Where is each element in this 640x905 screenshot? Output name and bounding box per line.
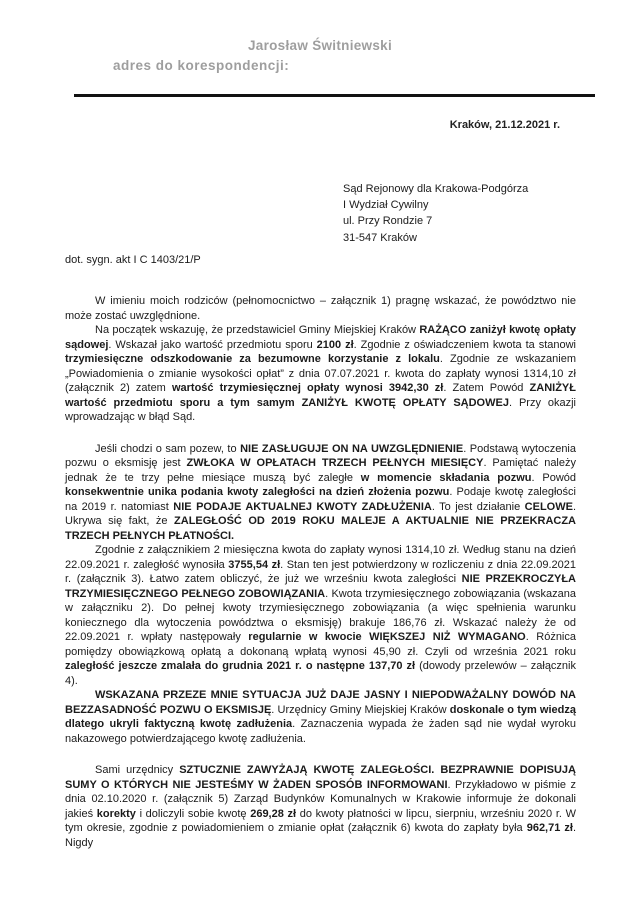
text-run: . Urzędnicy Gminy Miejskiej Kraków [271,703,450,716]
recipient-address-block [343,181,528,246]
text-run: . Zatem Powód [443,382,530,394]
text-run: Zgodnie z załącznikiem 2 miesięczna kwota do zapłaty wynosi 1314,10 zł. Według stanu na dzień 22.09.2021 r. zaległość wynosiła [65,544,576,571]
text-run: . To jest działanie [431,500,525,513]
emphasized-text: konsekwentnie unika podania kwoty zaległości na dzień złożenia pozwu [65,486,450,498]
text-run: Na początek wskazuję, że przedstawiciel Gminy Miejskiej Kraków [95,324,420,336]
letter-body [65,294,576,850]
emphasized-text: ZANIŻYŁ wartość przedmiotu sporu a tym samym ZANIŻYŁ KWOTĘ OPŁATY SĄDOWEJ [65,382,576,409]
text-run: . Nigdy [65,822,576,849]
emphasized-text: ZALEGŁOŚĆ OD 2019 ROKU MALEJE A AKTUALNIE NIE PRZEKRACZA TRZECH PEŁNYCH PŁATNOŚCI. [65,515,577,542]
text-run: . Podstawą wytoczenia pozwu o eksmisję jest [65,442,576,469]
text-run: . Przykładowo w piśmie z dnia 02.10.2020 r. (załącznik 5) Zarząd Budynków Komunalnych w Krakowie informuje że dokonali jakieś [65,778,576,820]
emphasized-text: NIE PODAJE AKTUALNEJ KWOTY ZADŁUŻENIA [173,500,432,513]
text-run: W imieniu moich rodziców (pełnomocnictwo – załącznik 1) pragnę wskazać, że powództwo nie może zostać uwzględnione. [65,295,576,322]
text-run: . Powód [531,471,577,484]
text-run: . Przy okazji wprowadzając w błąd Sąd. [65,396,576,423]
emphasized-text: korekty [96,807,136,820]
text-run: . Zaznaczenia wypada że żaden sąd nie wydał wyroku nakazowego potwierdzającego kwotę zadłużenia. [65,718,576,745]
emphasized-text: NIE ZASŁUGUJE ON NA UWZGLĘDNIENIE [240,442,464,455]
emphasized-text: RAŻĄCO zaniżył kwotę opłaty sądowej [65,324,576,351]
emphasized-text: 962,71 zł [526,822,573,834]
text-run: i doliczyli sobie kwotę [135,807,251,820]
recipient-line: I Wydział Cywilny [343,199,429,212]
text-run: Sami urzędnicy [95,764,180,776]
paragraph [65,442,576,544]
recipient-line: Sąd Rejonowy dla Krakowa-Podgórza [343,183,529,195]
sender-name: Jarosław Świtniewski [247,38,393,53]
text-run: do kwoty płatności w lipcu, sierpniu, wrześniu 2020 r. W tym okresie, zgodnie z powiadomieniem o zmianie opłat (załącznik 6) kwota do zapłaty była [65,807,576,834]
text-run: . Pamiętać należy jednak że te trzy pełne miesiące muszą być zaległe [65,457,576,484]
paragraph [65,763,576,850]
emphasized-text: regularnie w kwocie WIĘKSZEJ NIŻ WYMAGANO [248,631,526,643]
text-run: . Ukrywa się fakt, że [65,500,577,527]
text-run: Jeśli chodzi o sam pozew, to [95,442,241,455]
paragraph [65,323,576,425]
paragraph [65,294,576,323]
emphasized-text: NIE PRZEKROCZYŁA TRZYMIESIĘCZNEGO PEŁNEGO ZOBOWIĄZANIA [65,573,576,600]
emphasized-text: doskonale o tym wiedzą dlatego ukryli faktyczną kwotę zadłużenia [65,703,576,730]
emphasized-text: WSKAZANA PRZEZE MNIE SYTUACJA JUŻ DAJE JASNY I NIEPODWAŻALNY DOWÓD NA BEZZASADNOŚĆ POZWU O EKSMISJĘ [65,689,576,716]
emphasized-text: CELOWE [524,500,573,513]
text-run: . Zgodnie z oświadczeniem kwota ta stanowi [353,338,576,351]
emphasized-text: w momencie składania pozwu [360,471,532,484]
emphasized-text: ZWŁOKA W OPŁATACH TRZECH PEŁNYCH MIESIĘCY [186,457,484,469]
text-run: . Zgodnie ze wskazaniem „Powiadomienia o zmianie wysokości opłat” z dnia 07.07.2021 r. kwota do zapłaty wynosi 1314,10 zł (załącznik 2) zatem [65,353,576,394]
recipient-line: ul. Przy Rondzie 7 [343,215,433,228]
paragraph [65,543,576,688]
text-run: . Podaje kwotę zaległości na 2019 r. natomiast [65,486,576,513]
sender-address-label: adres do korespondencji: [113,58,290,73]
place-and-date: Kraków, 21.12.2021 r. [449,119,560,131]
recipient-line: 31-547 Kraków [343,231,417,244]
paragraph [65,688,576,746]
text-run: . Różnica pomiędzy obowiązkową opłatą a dokonaną wpłatą wynosi 45,90 zł. Czyli od września 2021 roku [65,631,576,658]
emphasized-text: trzymiesięczne odszkodowanie za bezumowne korzystanie z lokalu [65,353,440,365]
emphasized-text: 2100 zł [316,338,354,351]
emphasized-text: 3755,54 zł [228,558,281,571]
emphasized-text: SZTUCZNIE ZAWYŻAJĄ KWOTĘ ZALEGŁOŚCI. BEZPRAWNIE DOPISUJĄ SUMY O KTÓRYCH NIE JESTEŚMY W ŻADEN SPOSÓB INFORMOWANI [65,764,576,791]
emphasized-text: 269,28 zł [250,807,297,820]
case-reference: dot. sygn. akt I C 1403/21/P [65,254,201,266]
emphasized-text: wartość trzymiesięcznej opłaty wynosi 3942,30 zł [171,382,444,394]
text-run: (dowody przelewów – załącznik 4). [65,660,576,687]
emphasized-text: zaległość jeszcze zmalała do grudnia 2021 r. o następne 137,70 zł [65,660,416,672]
text-run: . Kwota trzymiesięcznego zobowiązania (wskazana w załączniku 2). Do pełnej kwoty trzymiesięcznego zobowiązania (a więc spełnienia warunku koniecznego dla wytoczenia powództwa o eksmisję) brakuje 186,76 zł. Wskazać należy że od 22.09.2021 r. wpłaty następowały [65,587,577,643]
text-run: . Stan ten jest potwierdzony w rozliczeniu z dnia 22.09.2021 r. (załącznik 3). Łatwo zatem obliczyć, że już we wrześniu kwota zaległości [65,558,577,585]
header-divider-rule [74,94,595,97]
text-run: . Wskazał jako wartość przedmiotu sporu [108,338,317,351]
